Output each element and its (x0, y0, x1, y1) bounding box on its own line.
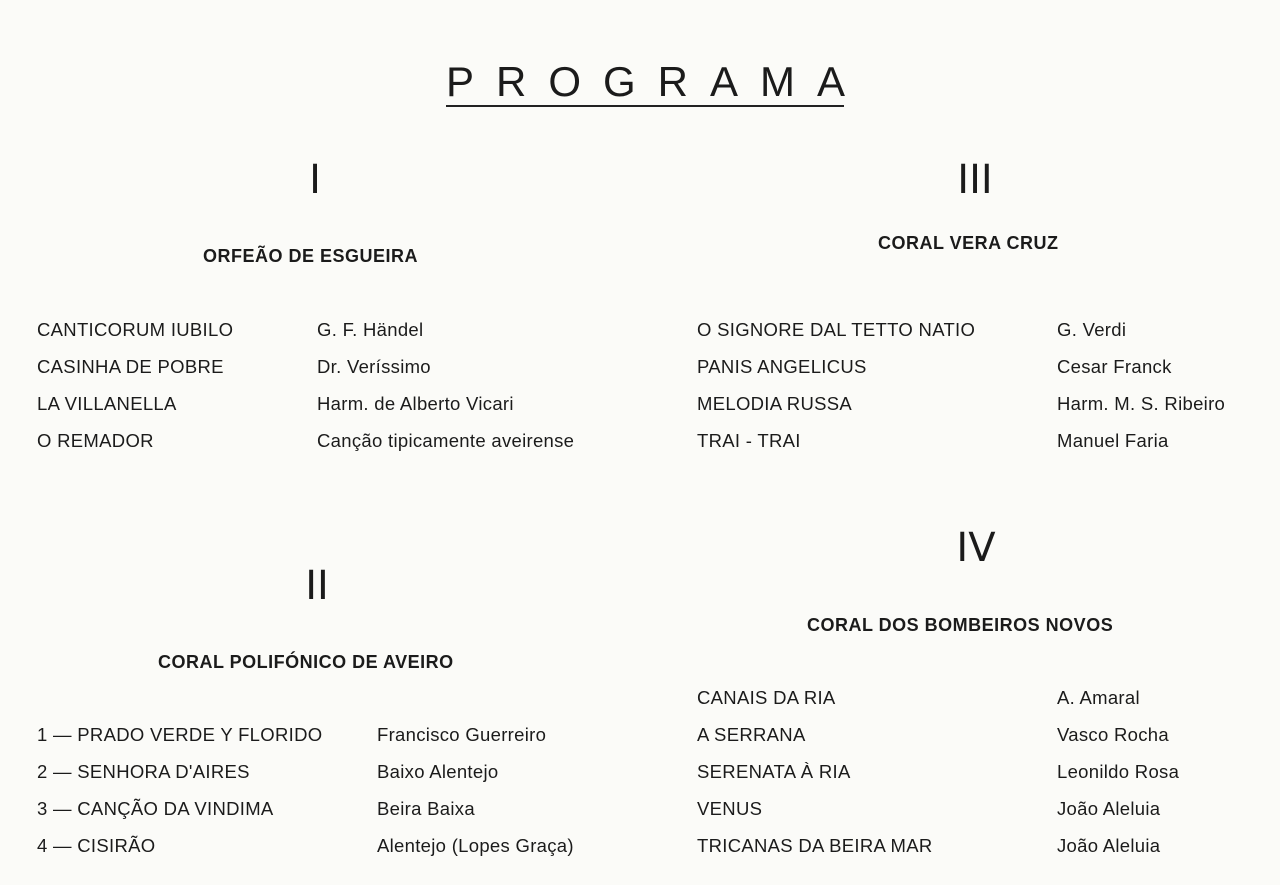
section-4-numeral: IV (956, 525, 996, 571)
section-1-piece-2-composer: Dr. Veríssimo (317, 356, 431, 377)
section-2-piece-3-title: 3 — CANÇÃO DA VINDIMA (37, 798, 274, 819)
section-1-piece-1-composer: G. F. Händel (317, 319, 424, 340)
section-3-choir: CORAL VERA CRUZ (878, 233, 1059, 253)
section-1-numeral: I (309, 157, 321, 203)
section-2-piece-1-title: 1 — PRADO VERDE Y FLORIDO (37, 724, 323, 745)
section-4-piece-1-title: CANAIS DA RIA (697, 687, 836, 708)
section-2-piece-2-title: 2 — SENHORA D'AIRES (37, 761, 250, 782)
section-1-choir: ORFEÃO DE ESGUEIRA (203, 246, 419, 266)
section-3-piece-2-composer: Cesar Franck (1057, 356, 1172, 377)
section-1-piece-4-composer: Canção tipicamente aveirense (317, 430, 575, 451)
section-2-piece-1-composer: Francisco Guerreiro (377, 724, 547, 745)
section-4-piece-3-title: SERENATA À RIA (697, 761, 851, 782)
section-1-piece-4-title: O REMADOR (37, 430, 154, 451)
section-2-numeral: II (305, 563, 329, 609)
section-3-piece-1-title: O SIGNORE DAL TETTO NATIO (697, 319, 976, 340)
page-title: PROGRAMA (446, 58, 868, 105)
section-1-piece-3-composer: Harm. de Alberto Vicari (317, 393, 514, 414)
section-4-piece-2-composer: Vasco Rocha (1057, 724, 1169, 745)
section-4-piece-4-title: VENUS (697, 798, 763, 819)
section-3-numeral: III (957, 157, 993, 203)
section-2-piece-3-composer: Beira Baixa (377, 798, 475, 819)
section-1-piece-3-title: LA VILLANELLA (37, 393, 177, 414)
section-2-piece-2-composer: Baixo Alentejo (377, 761, 499, 782)
section-4-choir: CORAL DOS BOMBEIROS NOVOS (807, 615, 1114, 635)
section-4-piece-1-composer: A. Amaral (1057, 687, 1140, 708)
section-4-piece-5-composer: João Aleluia (1057, 835, 1161, 856)
section-4-piece-3-composer: Leonildo Rosa (1057, 761, 1180, 782)
section-3-piece-4-title: TRAI - TRAI (697, 430, 801, 451)
title-underline (446, 105, 844, 107)
section-1-piece-2-title: CASINHA DE POBRE (37, 356, 224, 377)
section-2-piece-4-composer: Alentejo (Lopes Graça) (377, 835, 574, 856)
section-3-piece-2-title: PANIS ANGELICUS (697, 356, 867, 377)
section-2-choir: CORAL POLIFÓNICO DE AVEIRO (158, 652, 454, 672)
section-3-piece-4-composer: Manuel Faria (1057, 430, 1169, 451)
section-4-piece-5-title: TRICANAS DA BEIRA MAR (697, 835, 933, 856)
section-1-piece-1-title: CANTICORUM IUBILO (37, 319, 234, 340)
section-2-piece-4-title: 4 — CISIRÃO (37, 835, 156, 856)
section-4-piece-2-title: A SERRANA (697, 724, 806, 745)
section-4-piece-4-composer: João Aleluia (1057, 798, 1161, 819)
section-3-piece-1-composer: G. Verdi (1057, 319, 1127, 340)
section-3-piece-3-title: MELODIA RUSSA (697, 393, 853, 414)
section-3-piece-3-composer: Harm. M. S. Ribeiro (1057, 393, 1226, 414)
